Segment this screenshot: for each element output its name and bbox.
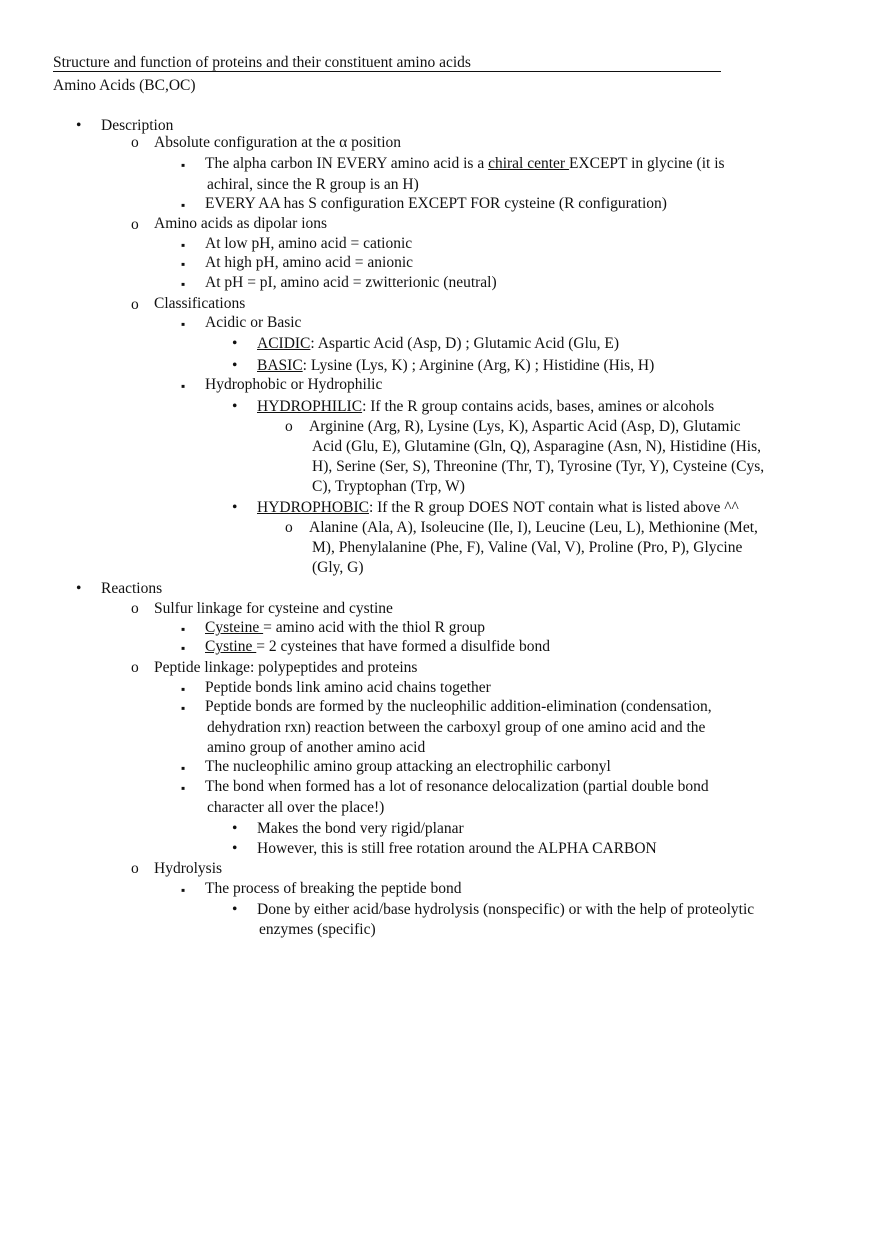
- bullet-l4: •: [232, 901, 238, 918]
- list-item: EVERY AA has S configuration EXCEPT FOR cysteine (R configuration): [205, 195, 667, 212]
- bullet-l3: ▪: [181, 761, 186, 775]
- bullet-l3: ▪: [181, 379, 186, 393]
- list-item: The bond when formed has a lot of resonance delocalization (partial double bond: [205, 778, 709, 795]
- list-item: BASIC: Lysine (Lys, K) ; Arginine (Arg, K) ; Histidine (His, H): [257, 357, 655, 374]
- list-item-continuation: achiral, since the R group is an H): [207, 176, 419, 193]
- list-item-continuation: amino group of another amino acid: [207, 739, 426, 756]
- document-title-line: [53, 55, 721, 72]
- list-item-continuation: enzymes (specific): [259, 921, 376, 938]
- bullet-l3: ▪: [181, 257, 186, 271]
- list-item: Arginine (Arg, R), Lysine (Lys, K), Aspartic Acid (Asp, D), Glutamic: [309, 418, 741, 435]
- bullet-l4: •: [232, 820, 238, 837]
- list-item-continuation: character all over the place!): [207, 799, 385, 816]
- acid-base-heading: Acidic or Basic: [205, 314, 302, 331]
- bullet-l2: o: [131, 296, 139, 313]
- list-item: At pH = pI, amino acid = zwitterionic (neutral): [205, 274, 497, 291]
- list-item-continuation: H), Serine (Ser, S), Threonine (Thr, T), Tyrosine (Tyr, Y), Cysteine (Cys,: [312, 458, 765, 475]
- list-item: The alpha carbon IN EVERY amino acid is a chiral center EXCEPT in glycine (it is: [205, 155, 725, 172]
- bullet-l3: ▪: [181, 158, 186, 172]
- list-item: HYDROPHILIC: If the R group contains acids, bases, amines or alcohols: [257, 398, 715, 415]
- basic-term: BASIC: [257, 357, 303, 374]
- list-item-continuation: dehydration rxn) reaction between the carboxyl group of one amino acid and the: [207, 719, 706, 736]
- list-item: Peptide bonds are formed by the nucleophilic addition-elimination (condensation,: [205, 698, 712, 715]
- bullet-l2: o: [131, 216, 139, 233]
- bullet-l3: ▪: [181, 682, 186, 696]
- list-item: Done by either acid/base hydrolysis (nonspecific) or with the help of proteolytic: [257, 901, 755, 918]
- bullet-l2: o: [131, 860, 139, 877]
- bullet-l3: ▪: [181, 701, 186, 715]
- bullet-l4: •: [232, 357, 238, 374]
- list-item: HYDROPHOBIC: If the R group DOES NOT contain what is listed above ^^: [257, 499, 739, 516]
- hydrolysis-heading: Hydrolysis: [154, 860, 223, 877]
- list-item: Makes the bond very rigid/planar: [257, 820, 464, 837]
- classifications-heading: Classifications: [154, 295, 246, 312]
- bullet-l3: ▪: [181, 781, 186, 795]
- hydrophilic-term: HYDROPHILIC: [257, 398, 363, 415]
- bullet-l2: o: [131, 600, 139, 617]
- bullet-l4: •: [232, 499, 238, 516]
- bullet-l3: ▪: [181, 277, 186, 291]
- list-item: At high pH, amino acid = anionic: [205, 254, 414, 271]
- description-heading: Description: [101, 117, 174, 134]
- bullet-l3: ▪: [181, 198, 186, 212]
- bullet-l4: •: [232, 398, 238, 415]
- list-item-continuation: (Gly, G): [312, 559, 364, 576]
- peptide-heading: Peptide linkage: polypeptides and proteins: [154, 659, 418, 676]
- list-item: ACIDIC: Aspartic Acid (Asp, D) ; Glutamic Acid (Glu, E): [257, 335, 620, 352]
- bullet-l3: ▪: [181, 622, 186, 636]
- list-item: Cysteine = amino acid with the thiol R group: [205, 619, 485, 636]
- bullet-l4: •: [232, 840, 238, 857]
- section-title: Amino Acids (BC,OC): [53, 77, 196, 94]
- reactions-heading: Reactions: [101, 580, 163, 597]
- list-item: The nucleophilic amino group attacking an electrophilic carbonyl: [205, 758, 611, 775]
- hydro-heading: Hydrophobic or Hydrophilic: [205, 376, 383, 393]
- list-item: Cystine = 2 cysteines that have formed a disulfide bond: [205, 638, 550, 655]
- hydrophobic-term: HYDROPHOBIC: [257, 499, 369, 516]
- list-item-continuation: M), Phenylalanine (Phe, F), Valine (Val, V), Proline (Pro, P), Glycine: [312, 539, 743, 556]
- bullet-l2: o: [131, 659, 139, 676]
- bullet-l2: o: [131, 134, 139, 151]
- bullet-l3: ▪: [181, 317, 186, 331]
- bullet-l4: •: [232, 335, 238, 352]
- chiral-center-term: chiral center: [488, 155, 569, 172]
- bullet-l3: ▪: [181, 883, 186, 897]
- bullet-l5: o: [285, 418, 293, 435]
- list-item-continuation: Acid (Glu, E), Glutamine (Gln, Q), Asparagine (Asn, N), Histidine (His,: [312, 438, 761, 455]
- sulfur-heading: Sulfur linkage for cysteine and cystine: [154, 600, 393, 617]
- list-item: At low pH, amino acid = cationic: [205, 235, 413, 252]
- bullet-l1: •: [76, 580, 82, 597]
- list-item: Alanine (Ala, A), Isoleucine (Ile, I), Leucine (Leu, L), Methionine (Met,: [309, 519, 758, 536]
- bullet-l1: •: [76, 117, 82, 134]
- cysteine-term: Cysteine: [205, 619, 264, 636]
- dipolar-heading: Amino acids as dipolar ions: [154, 215, 328, 232]
- list-item: However, this is still free rotation around the ALPHA CARBON: [257, 840, 657, 857]
- bullet-l3: ▪: [181, 641, 186, 655]
- bullet-l5: o: [285, 519, 293, 536]
- list-item: The process of breaking the peptide bond: [205, 880, 462, 897]
- list-item: Peptide bonds link amino acid chains together: [205, 679, 491, 696]
- acidic-term: ACIDIC: [257, 335, 311, 352]
- document-title: Structure and function of proteins and their constituent amino acids: [53, 54, 471, 71]
- bullet-l3: ▪: [181, 238, 186, 252]
- abs-config-heading: Absolute configuration at the α position: [154, 134, 402, 151]
- list-item-continuation: C), Tryptophan (Trp, W): [312, 478, 465, 495]
- cystine-term: Cystine: [205, 638, 257, 655]
